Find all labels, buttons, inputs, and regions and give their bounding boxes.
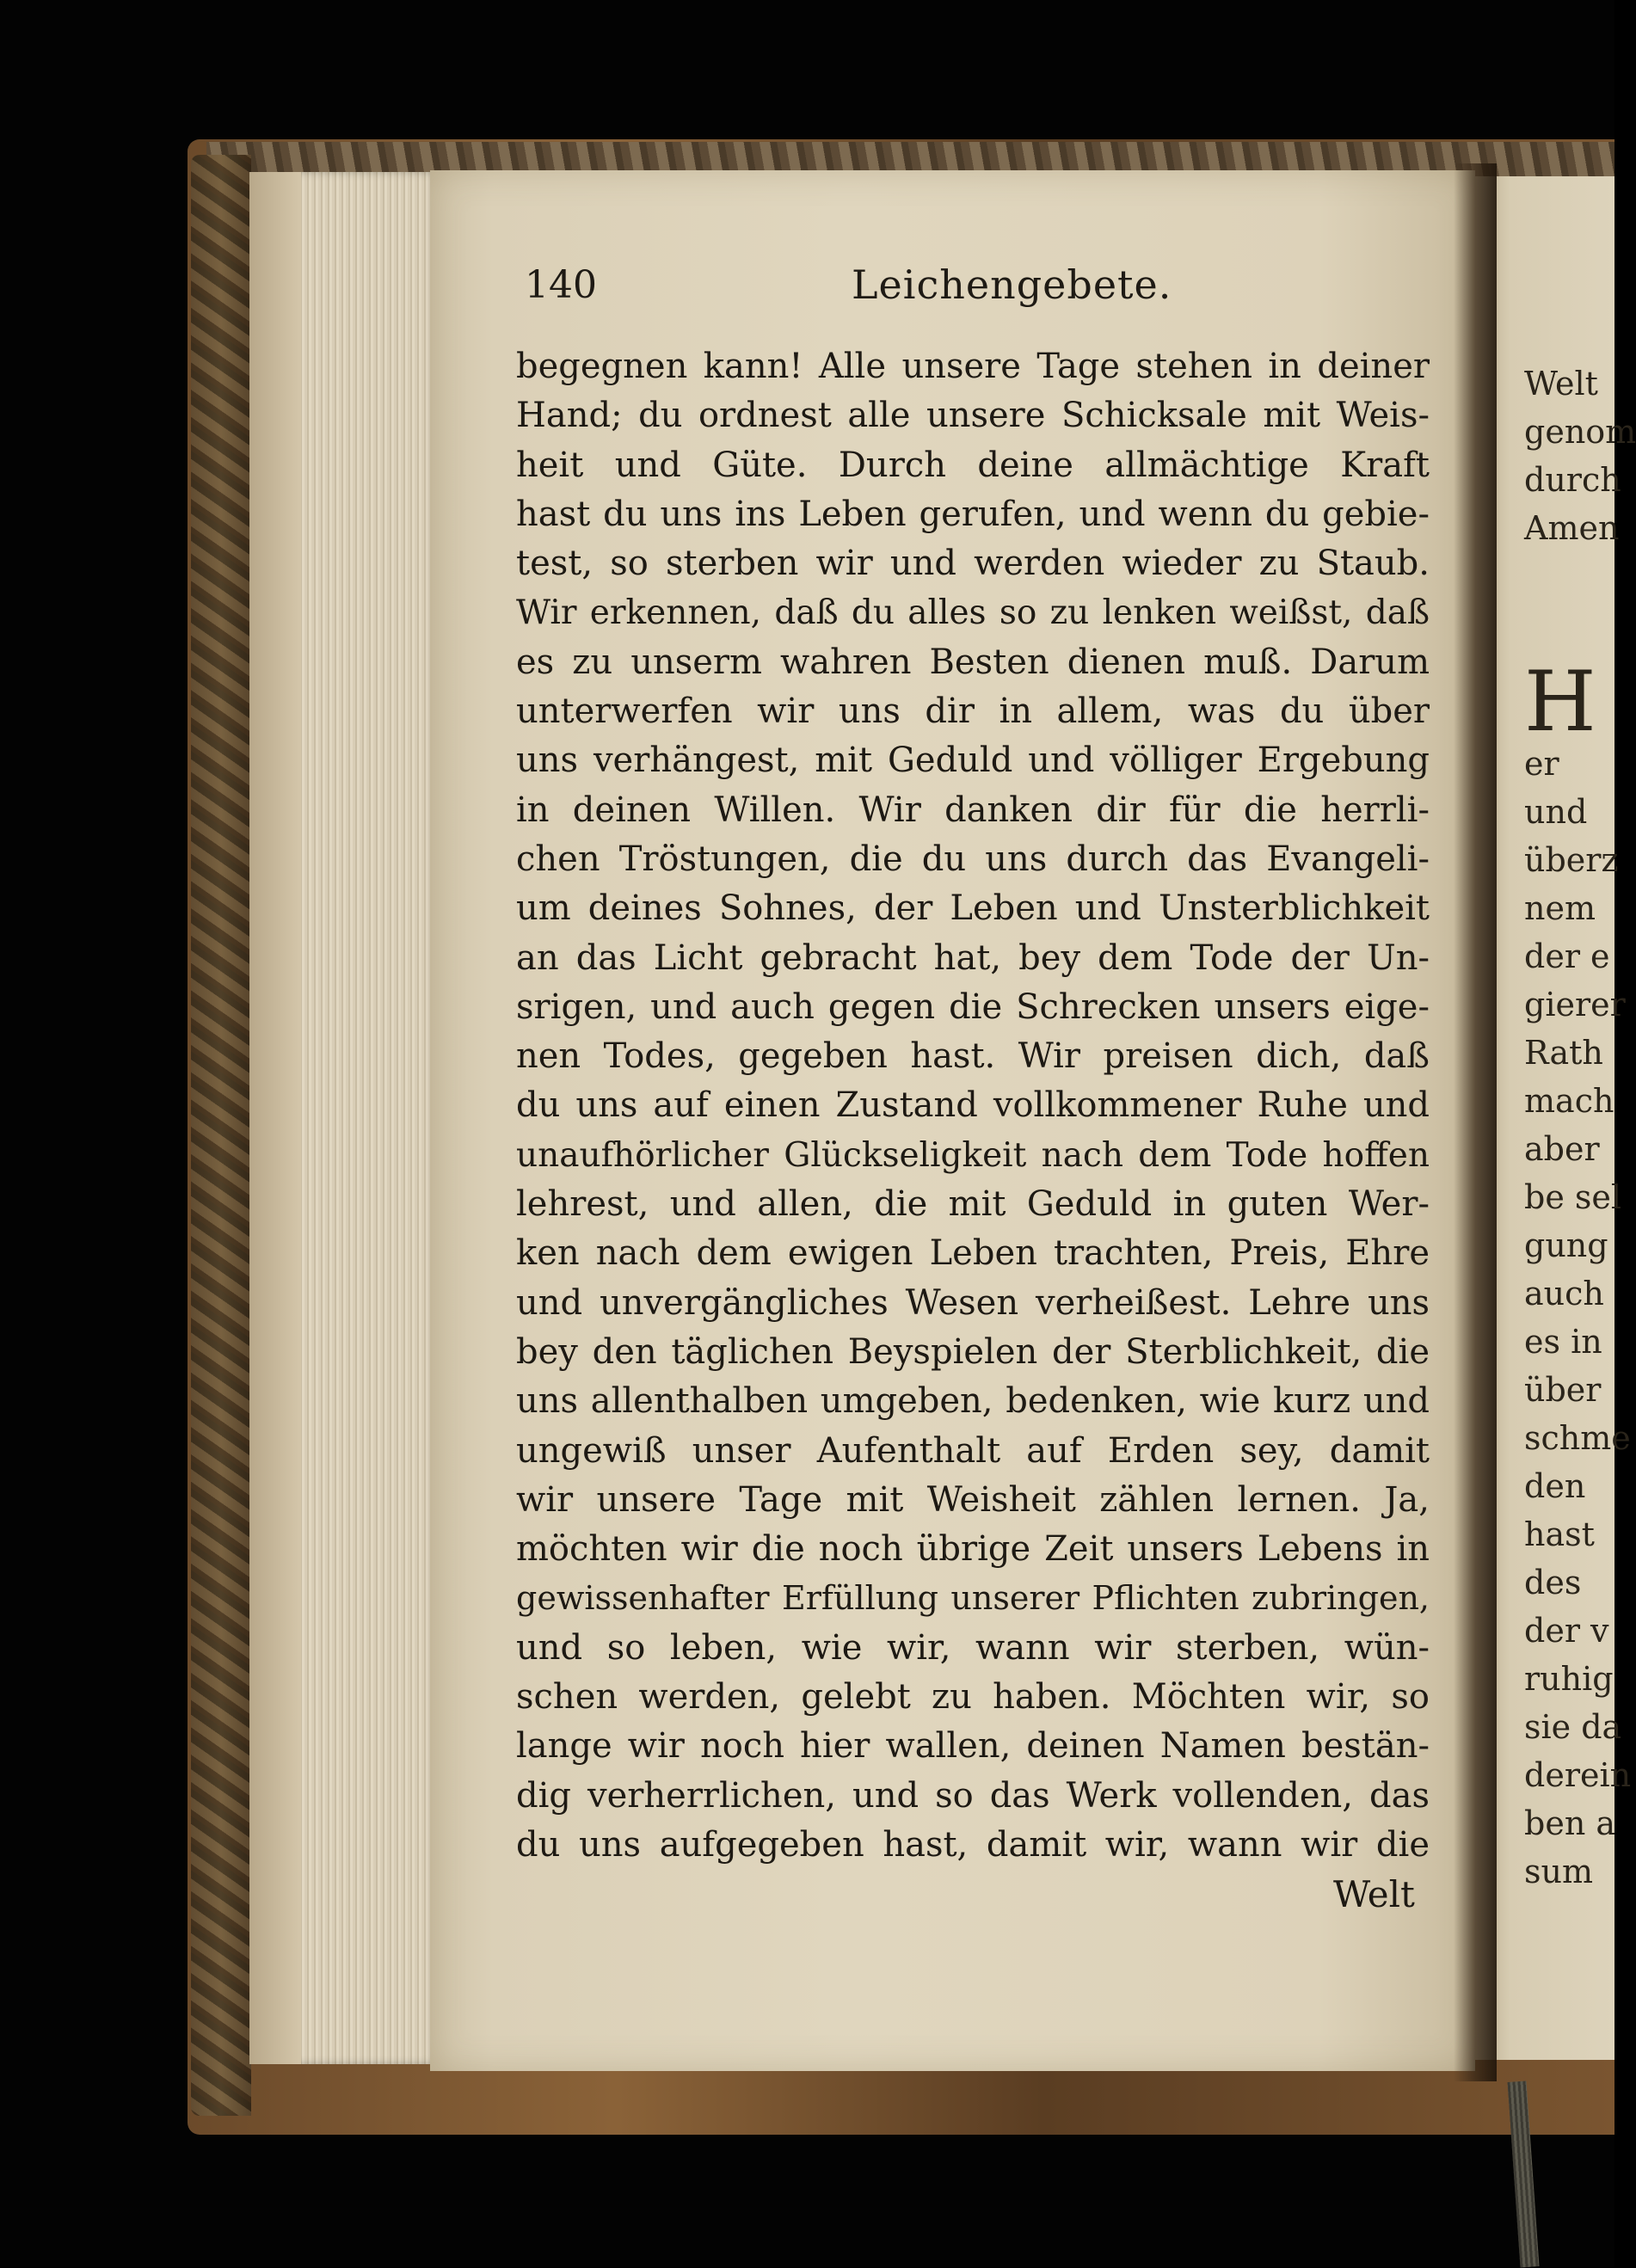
text-line: und so leben, wie wir, wann wir sterben, wün- — [516, 1627, 1430, 1668]
facing-line: über — [1524, 1371, 1602, 1409]
text-line: lehrest, und allen, die mit Geduld in guten Wer- — [516, 1184, 1430, 1225]
text-line: ken nach dem ewigen Leben trachten, Preis, Ehre — [516, 1233, 1430, 1274]
text-line: test, so sterben wir und werden wieder zu Staub. — [516, 544, 1430, 584]
page-header — [516, 256, 1428, 325]
facing-line: den — [1524, 1467, 1586, 1505]
text-line: uns allenthalben umgeben, bedenken, wie kurz und — [516, 1381, 1430, 1422]
text-line: lange wir noch hier wallen, deinen Namen bestän- — [516, 1726, 1430, 1767]
text-line: wir unsere Tage mit Weisheit zählen lernen. Ja, — [516, 1479, 1430, 1520]
marbled-cover-edge — [191, 155, 251, 2116]
text-line: srigen, und auch gegen die Schrecken unsers eige- — [516, 986, 1430, 1027]
facing-line: mach — [1524, 1082, 1614, 1120]
facing-line: gung — [1524, 1226, 1608, 1264]
text-line: dig verherrlichen, und so das Werk vollenden, das — [516, 1775, 1430, 1816]
facing-line: derein — [1524, 1756, 1632, 1794]
facing-line: be sel — [1524, 1178, 1622, 1216]
page-block-outer-edge — [249, 172, 301, 2064]
text-line: schen werden, gelebt zu haben. Möchten wir, so — [516, 1677, 1430, 1718]
facing-line: überz — [1524, 841, 1619, 879]
facing-line: Rath — [1524, 1034, 1603, 1072]
facing-line: gierer — [1524, 986, 1626, 1023]
text-line: bey den täglichen Beyspielen der Sterblichkeit, die — [516, 1331, 1430, 1372]
facing-line: schme — [1524, 1419, 1631, 1457]
facing-line: Amen — [1524, 509, 1620, 547]
facing-line: durch — [1524, 461, 1621, 499]
text-line: und unvergängliches Wesen verheißest. Lehre uns — [516, 1282, 1430, 1323]
facing-line: und — [1524, 793, 1588, 831]
text-line: an das Licht gebracht hat, bey dem Tode der Un- — [516, 937, 1430, 978]
page-number: 140 — [525, 263, 597, 307]
text-line: du uns auf einen Zustand vollkommener Ruhe und — [516, 1085, 1430, 1126]
text-line: begegnen kann! Alle unsere Tage stehen in deiner — [516, 347, 1430, 386]
running-head: Leichengebete. — [852, 261, 1172, 308]
text-line: gewissenhafter Erfüllung unserer Pflichten zubringen, — [516, 1579, 1430, 1618]
facing-drop-initial: H — [1524, 654, 1596, 750]
text-line: du uns aufgegeben hast, damit wir, wann wir die — [516, 1824, 1430, 1865]
catchword: Welt — [1333, 1873, 1415, 1915]
text-line: möchten wir die noch übrige Zeit unsers Lebens in — [516, 1529, 1430, 1570]
facing-line: sie da — [1524, 1708, 1622, 1746]
text-line: unterwerfen wir uns dir in allem, was du über — [516, 691, 1430, 732]
text-line: unaufhörlicher Glückseligkeit nach dem Tode hoffen — [516, 1135, 1430, 1175]
page-gutter — [1454, 163, 1497, 2081]
facing-line: Welt — [1524, 365, 1598, 403]
facing-page-text-top — [1524, 360, 1636, 552]
text-line: ungewiß unser Aufenthalt auf Erden sey, damit — [516, 1430, 1430, 1471]
text-line: chen Tröstungen, die du uns durch das Evangeli- — [516, 839, 1430, 879]
facing-page-text-bottom — [1524, 740, 1632, 1896]
text-line: Hand; du ordnest alle unsere Schicksale mit Weis- — [516, 396, 1430, 436]
facing-line: der v — [1524, 1612, 1609, 1650]
facing-line: es in — [1524, 1323, 1602, 1361]
text-line: hast du uns ins Leben gerufen, und wenn du gebie- — [516, 494, 1430, 534]
facing-line: auch — [1524, 1275, 1604, 1312]
text-line: um deines Sohnes, der Leben und Unsterblichkeit — [516, 888, 1430, 929]
text-line: es zu unserm wahren Besten dienen muß. Darum — [516, 642, 1430, 682]
facing-line: ben a — [1524, 1804, 1616, 1842]
body-text — [516, 342, 1430, 1870]
facing-line: aber — [1524, 1130, 1600, 1168]
text-line: nen Todes, gegeben hast. Wir preisen dich, daß — [516, 1036, 1430, 1077]
facing-line: er — [1524, 745, 1559, 783]
text-line: in deinen Willen. Wir danken dir für die herrli- — [516, 790, 1430, 830]
text-line: Wir erkennen, daß du alles so zu lenken weißst, daß — [516, 593, 1430, 633]
facing-line: genom — [1524, 413, 1636, 451]
facing-line: sum — [1524, 1853, 1594, 1890]
facing-line: der e — [1524, 937, 1610, 975]
facing-line: ruhig — [1524, 1660, 1614, 1698]
facing-line: des — [1524, 1564, 1582, 1601]
facing-line: hast — [1524, 1515, 1595, 1553]
text-line: heit und Güte. Durch deine allmächtige Kraft — [516, 445, 1430, 485]
facing-line: nem — [1524, 889, 1596, 927]
text-line: uns verhängest, mit Geduld und völliger Ergebung — [516, 741, 1430, 781]
